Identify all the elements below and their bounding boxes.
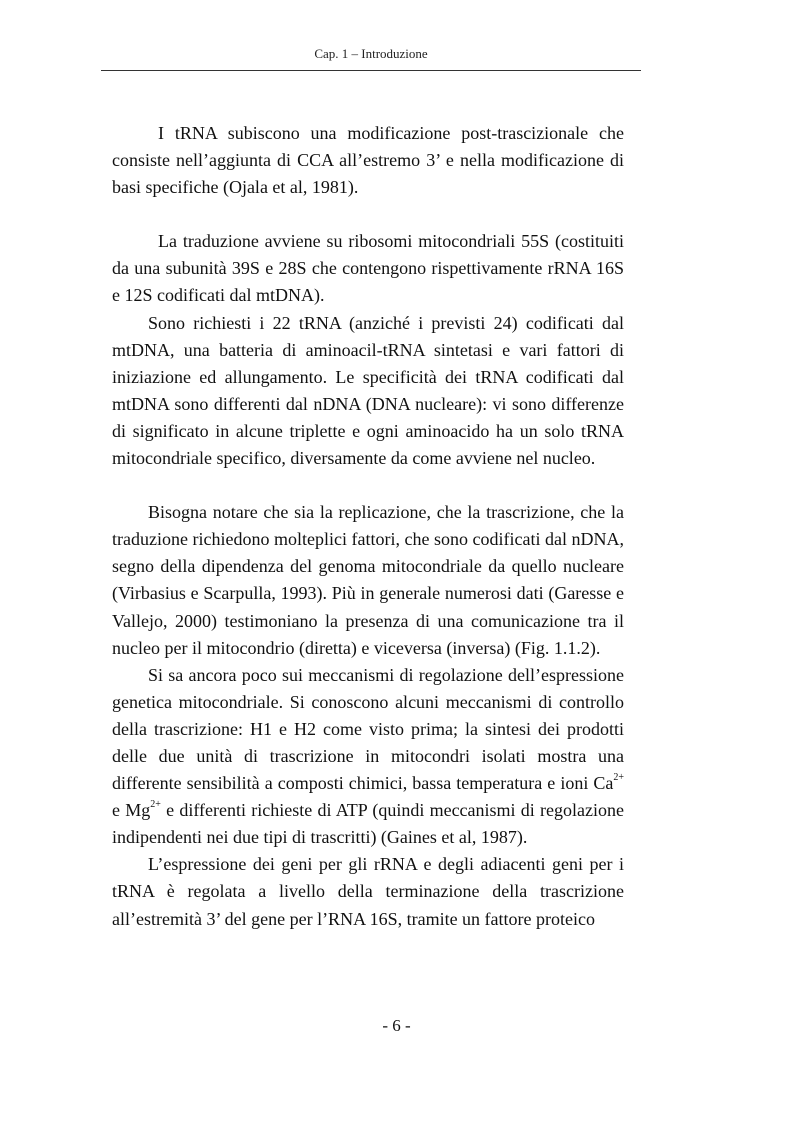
calcium-charge: 2+: [613, 772, 624, 784]
magnesium-charge: 2+: [150, 799, 161, 811]
regulation-text-b: e Mg: [112, 800, 151, 821]
paragraph-trna-modification: I tRNA subiscono una modificazione post-trascizionale che consiste nell’aggiunta di CCA all’estremo 3’ e nella modificazione di basi specifiche (Ojala et al, 1981).: [112, 123, 624, 198]
paragraph-trna-required: Sono richiesti i 22 tRNA (anziché i previsti 24) codificati dal mtDNA, una batteria di aminoacil-tRNA sintetasi e vari fattori di iniziazione ed allungamento. Le specificità dei tRNA codificati dal mtDNA sono differenti dal nDNA (DNA nucleare): vi sono differenze di significato in alcune triplette e ogni aminoacido ha un solo tRNA mitocondriale specifico, diversamente da come avviene nel nucleo.: [112, 312, 624, 469]
running-header: Cap. 1 – Introduzione: [314, 46, 428, 61]
header-rule: [101, 70, 641, 71]
page-number: - 6 -: [382, 1016, 411, 1035]
body-text: [112, 120, 624, 933]
regulation-text-c: e differenti richieste di ATP (quindi meccanismi di regolazione indipendenti nei due tipi di trascritti) (Gaines et al, 1987).: [112, 800, 624, 848]
paragraph-rrna-expression: L’espressione dei geni per gli rRNA e degli adiacenti geni per i tRNA è regolata a livello della terminazione della trascrizione all’estremità 3’ del gene per l’RNA 16S, tramite un fattore proteico: [112, 854, 624, 929]
paragraph-regulation: [112, 662, 624, 852]
paragraph-translation: La traduzione avviene su ribosomi mitocondriali 55S (costituiti da una subunità 39S e 28S che contengono rispettivamente rRNA 16S e 12S codificati dal mtDNA).: [112, 231, 624, 306]
regulation-text-a: Si sa ancora poco sui meccanismi di regolazione dell’espressione genetica mitocondriale. Si conoscono alcuni meccanismi di controllo della trascrizione: H1 e H2 come visto prima; la sintesi dei prodotti delle due unità di trascrizione in mitocondri isolati mostra una differente sensibilità a composti chimici, bassa temperatura e ioni Ca: [112, 664, 624, 794]
paragraph-nuclear-dependence: Bisogna notare che sia la replicazione, che la trascrizione, che la traduzione richiedono molteplici fattori, che sono codificati dal nDNA, segno della dipendenza del genoma mitocondriale da quello nucleare (Virbasius e Scarpulla, 1993). Più in generale numerosi dati (Garesse e Vallejo, 2000) testimoniano la presenza di una comunicazione tra il nucleo per il mitocondrio (diretta) e viceversa (inversa) (Fig. 1.1.2).: [112, 502, 624, 658]
